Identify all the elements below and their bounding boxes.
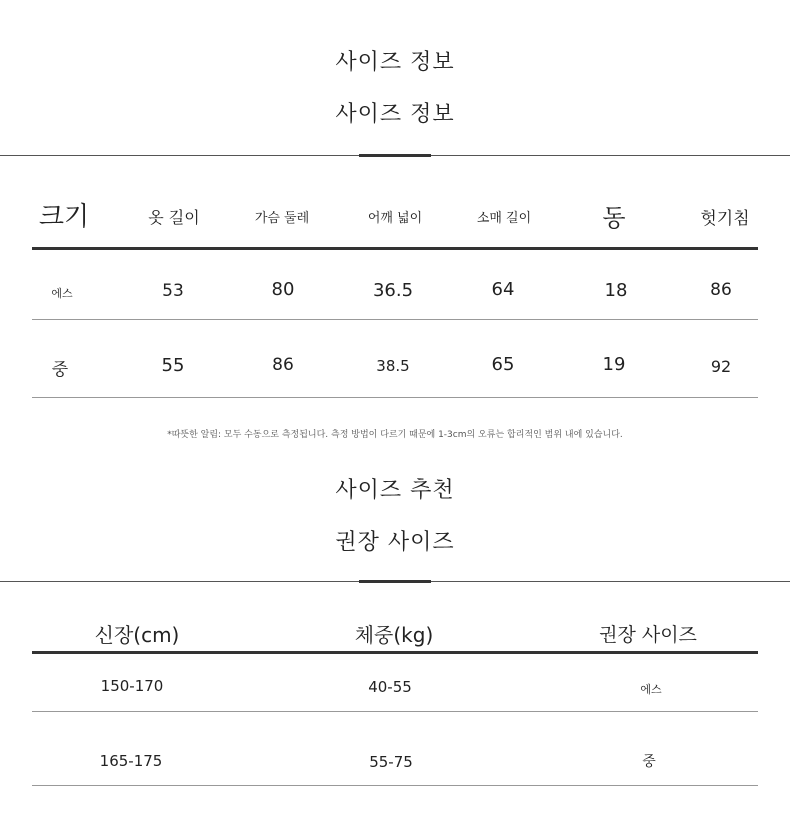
size-table-row-line xyxy=(32,319,758,320)
size-header-waist: 동 xyxy=(602,204,626,232)
recommend-table-header-line xyxy=(32,651,758,654)
recommend-table-bottom-line xyxy=(32,785,758,786)
section-divider-accent xyxy=(359,580,431,583)
table-row-m-size: 중 xyxy=(51,360,69,380)
size-header-length: 옷 길이 xyxy=(148,208,200,227)
table-row-s-sleeve: 64 xyxy=(491,279,515,300)
size-info-subtitle: 사이즈 정보 xyxy=(335,102,455,127)
recommend-subtitle: 권장 사이즈 xyxy=(335,530,455,555)
size-header-shoulder: 어깨 넓이 xyxy=(367,211,423,226)
size-header-hip: 헛기침 xyxy=(700,209,750,229)
recommend-title: 사이즈 추천 xyxy=(335,478,455,503)
recommend-row-1-height: 150-170 xyxy=(100,677,164,695)
recommend-row-2-height: 165-175 xyxy=(99,752,163,770)
table-row-s-waist: 18 xyxy=(604,280,628,301)
recommend-header-weight: 체중(kg) xyxy=(354,623,434,647)
table-row-s-length: 53 xyxy=(162,281,184,301)
recommend-row-1-size: 에스 xyxy=(640,683,662,696)
table-row-s-chest: 80 xyxy=(271,279,295,300)
table-row-m-waist: 19 xyxy=(602,354,626,375)
size-header-sleeve: 소매 길이 xyxy=(476,211,532,226)
table-row-s-hip: 86 xyxy=(710,280,732,300)
table-row-m-shoulder: 38.5 xyxy=(376,357,410,375)
recommend-header-height: 신장(cm) xyxy=(94,623,180,647)
recommend-row-2-size: 중 xyxy=(642,754,656,770)
table-row-s-shoulder: 36.5 xyxy=(372,280,414,301)
recommend-header-size: 권장 사이즈 xyxy=(599,624,697,646)
size-header-size: 크기 xyxy=(38,202,90,232)
section-divider-accent xyxy=(359,154,431,157)
recommend-row-1-weight: 40-55 xyxy=(368,678,412,696)
table-row-s-size: 에스 xyxy=(51,287,73,300)
size-info-title: 사이즈 정보 xyxy=(335,50,455,75)
size-table-bottom-line xyxy=(32,397,758,398)
table-row-m-length: 55 xyxy=(161,355,185,376)
recommend-table-row-line xyxy=(32,711,758,712)
table-row-m-hip: 92 xyxy=(710,357,732,376)
measurement-note: *따뜻한 알림: 모두 수동으로 측정됩니다. 측정 방법이 다르기 때문에 1-3cm의 오류는 합리적인 범위 내에 있습니다. xyxy=(167,430,623,440)
size-header-chest: 가슴 둘레 xyxy=(254,211,310,226)
size-table-header-line xyxy=(32,247,758,250)
recommend-row-2-weight: 55-75 xyxy=(369,753,413,771)
table-row-m-sleeve: 65 xyxy=(491,354,515,375)
table-row-m-chest: 86 xyxy=(272,355,294,375)
